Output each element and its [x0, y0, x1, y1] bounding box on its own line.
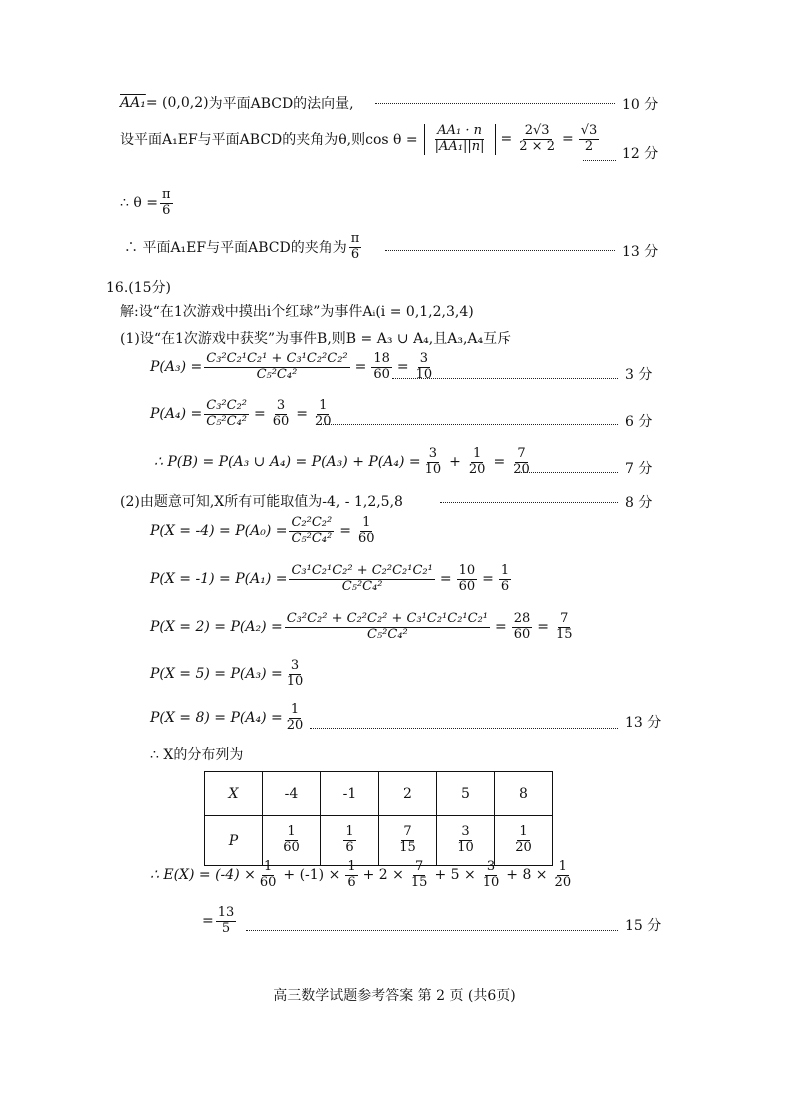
ex-term-5: $\frac{1}{20}$: [554, 859, 572, 890]
angle-result-line: [124, 232, 363, 263]
dot-leader: [392, 378, 618, 379]
pa3-line: P(A₃) = $\frac{\text{C₃²C₂¹C₂¹ + C₃¹C₂²C₂²}}{\text{C₅²C₄²}}$ = $\frac{18}{60}$ = $\frac{3}{10}$: [150, 351, 433, 382]
px-neg1-line: P(X = -1) = P(A₁) = $\frac{\text{C₃¹C₂¹C₂² + C₂²C₂¹C₂¹}}{\text{C₅²C₄²}}$ = $\frac{10}{60}$ = $\frac{1}{6}$: [150, 563, 510, 594]
table-cell: -1: [321, 772, 379, 816]
cos-fraction: [433, 124, 487, 155]
px-2-line: P(X = 2) = P(A₂) = $\frac{\text{C₃²C₂² + C₂²C₂² + C₃¹C₂¹C₂¹C₂¹}}{\text{C₅²C₄²}}$ = $\frac{28}{60}$ = $\frac{7}{15}$: [150, 611, 573, 642]
px-5-result: $\frac{3}{10}$: [286, 658, 304, 689]
theta-text: ∴ θ =: [120, 195, 158, 212]
ex-term-2: $\frac{1}{6}$: [347, 859, 356, 890]
distribution-title: ∴ X的分布列为: [150, 747, 244, 763]
distribution-table: [204, 771, 553, 866]
theta-line: [120, 188, 175, 219]
score-13b: 13 分: [625, 715, 662, 731]
score-6: 6 分: [625, 414, 653, 430]
score-3: 3 分: [625, 367, 653, 383]
score-13: 13 分: [622, 244, 659, 260]
px-2-result-1: $\frac{28}{60}$: [513, 611, 531, 642]
px-neg1-result-2: $\frac{1}{6}$: [500, 563, 510, 594]
px-neg4-fraction: $\frac{\text{C₂²C₂²}}{\text{C₅²C₄²}}$: [291, 515, 333, 546]
table-cell: 8: [495, 772, 553, 816]
score-10: 10 分: [622, 97, 659, 113]
px-8-result: $\frac{1}{20}$: [286, 702, 304, 733]
expectation-line: ∴ E(X) = (-4) × $\frac{1}{60}$ + (-1) × $\frac{1}{6}$ + 2 × $\frac{7}{15}$ + 5 × $\frac{3}{10}$ + 8 × $\frac{1}{20}$: [150, 859, 572, 890]
vector-aa1: AA₁: [120, 95, 146, 111]
table-cell: X: [205, 772, 263, 816]
angle-cos-line: 设平面A₁EF与平面ABCD的夹角为θ,则cos θ = $\frac{\text{AA₁ · n}}{\text{|AA₁||n|}}$ = $\frac{2√3}{2 \times 2}$ = $\frac{√3}{2}$: [120, 123, 598, 154]
ex-term-1: $\frac{1}{60}$: [259, 859, 277, 890]
px-neg4-result: $\frac{1}{60}$: [357, 515, 375, 546]
cos-numerator: AA₁ · n: [437, 123, 482, 138]
question-16-title: 16.(15分): [106, 280, 172, 296]
table-cell: $\frac{7}{15}$: [379, 816, 437, 866]
pa4-line: P(A₄) = $\frac{\text{C₃²C₂²}}{\text{C₅²C₄²}}$ = $\frac{3}{60}$ = $\frac{1}{20}$: [150, 398, 332, 429]
score-12: 12 分: [622, 146, 659, 162]
solution-intro: 解:设“在1次游戏中摸出i个红球”为事件Aᵢ(i = 0,1,2,3,4): [120, 304, 474, 320]
score-15: 15 分: [625, 918, 662, 934]
pb-line: ∴ P(B) = P(A₃ ∪ A₄) = P(A₃) + P(A₄) = $\frac{3}{10}$ + $\frac{1}{20}$ = $\frac{7}{20}$: [154, 446, 530, 477]
px-neg4-line: P(X = -4) = P(A₀) = $\frac{\text{C₂²C₂²}}{\text{C₅²C₄²}}$ = $\frac{1}{60}$: [150, 515, 375, 546]
score-7: 7 分: [625, 461, 653, 477]
pb-frac-1: $\frac{3}{10}$: [424, 446, 442, 477]
px-2-fraction: $\frac{\text{C₃²C₂² + C₂²C₂² + C₃¹C₂¹C₂¹C₂¹}}{\text{C₅²C₄²}}$: [286, 611, 489, 642]
score-8: 8 分: [625, 495, 653, 511]
table-cell: $\frac{1}{60}$: [263, 816, 321, 866]
ex-term-4: $\frac{3}{10}$: [482, 859, 500, 890]
dot-leader: [440, 502, 618, 503]
table-cell: $\frac{1}{20}$: [495, 816, 553, 866]
normal-vector-text: 为平面ABCD的法向量,: [208, 96, 354, 112]
dot-leader: [515, 472, 618, 473]
px-8-line: P(X = 8) = P(A₄) = $\frac{1}{20}$: [150, 702, 304, 733]
dot-leader: [583, 160, 616, 161]
angle-result-fraction: $\frac{\pi}{6}$: [350, 231, 360, 262]
expectation-result: $\frac{13}{5}$: [217, 905, 235, 936]
table-row: [205, 772, 553, 816]
pa4-result-1: $\frac{3}{60}$: [272, 398, 290, 429]
angle-result-text: ∴ 平面A₁EF与平面ABCD的夹角为: [124, 240, 347, 257]
theta-fraction: $\frac{\pi}{6}$: [161, 187, 171, 218]
px-neg1-result-1: $\frac{10}{60}$: [458, 563, 476, 594]
cos-denominator: |AA₁||n|: [434, 138, 485, 154]
vector-value: = (0,0,2): [145, 95, 209, 111]
expectation-result-line: = $\frac{13}{5}$: [202, 905, 235, 936]
table-cell: 2: [379, 772, 437, 816]
normal-vector-line: [120, 93, 354, 113]
part-2-text: (2)由题意可知,X所有可能取值为-4, - 1,2,5,8: [120, 494, 403, 510]
pa3-fraction: $\frac{\text{C₃²C₂¹C₂¹ + C₃¹C₂²C₂²}}{\text{C₅²C₄²}}$: [206, 351, 348, 382]
pa4-result-2: $\frac{1}{20}$: [315, 398, 332, 429]
dot-leader: [385, 250, 615, 251]
pa3-result-2: $\frac{3}{10}$: [415, 351, 433, 382]
px-2-result-2: $\frac{7}{15}$: [556, 611, 573, 642]
px-5-line: P(X = 5) = P(A₃) = $\frac{3}{10}$: [150, 658, 304, 689]
dot-leader: [246, 930, 618, 931]
pa3-result-1: $\frac{18}{60}$: [373, 351, 390, 382]
dot-leader: [375, 103, 615, 104]
page-footer: 高三数学试题参考答案 第 2 页 (共6页): [273, 988, 516, 1004]
cos-result-2: $\frac{√3}{2}$: [580, 123, 598, 154]
cos-result-1: $\frac{2√3}{2 \times 2}$: [519, 123, 555, 154]
table-cell: -4: [263, 772, 321, 816]
angle-cos-text: 设平面A₁EF与平面ABCD的夹角为θ,则cos θ =: [120, 132, 418, 149]
pb-frac-2: $\frac{1}{20}$: [468, 446, 486, 477]
pb-frac-3: $\frac{7}{20}$: [513, 446, 530, 477]
table-cell: $\frac{3}{10}$: [437, 816, 495, 866]
table-cell: $\frac{1}{6}$: [321, 816, 379, 866]
table-cell: P: [205, 816, 263, 866]
abs-value-bars: [424, 124, 496, 155]
pa4-fraction: $\frac{\text{C₃²C₂²}}{\text{C₅²C₄²}}$: [206, 398, 247, 429]
part-1-text: (1)设“在1次游戏中获奖”为事件B,则B = A₃ ∪ A₄,且A₃,A₄互斥: [120, 331, 512, 347]
dot-leader: [316, 424, 618, 425]
px-neg1-fraction: $\frac{\text{C₃¹C₂¹C₂² + C₂²C₂¹C₂¹}}{\text{C₅²C₄²}}$: [291, 563, 433, 594]
table-row: [205, 816, 553, 866]
table-cell: 5: [437, 772, 495, 816]
dot-leader: [310, 728, 618, 729]
ex-term-3: $\frac{7}{15}$: [410, 859, 428, 890]
